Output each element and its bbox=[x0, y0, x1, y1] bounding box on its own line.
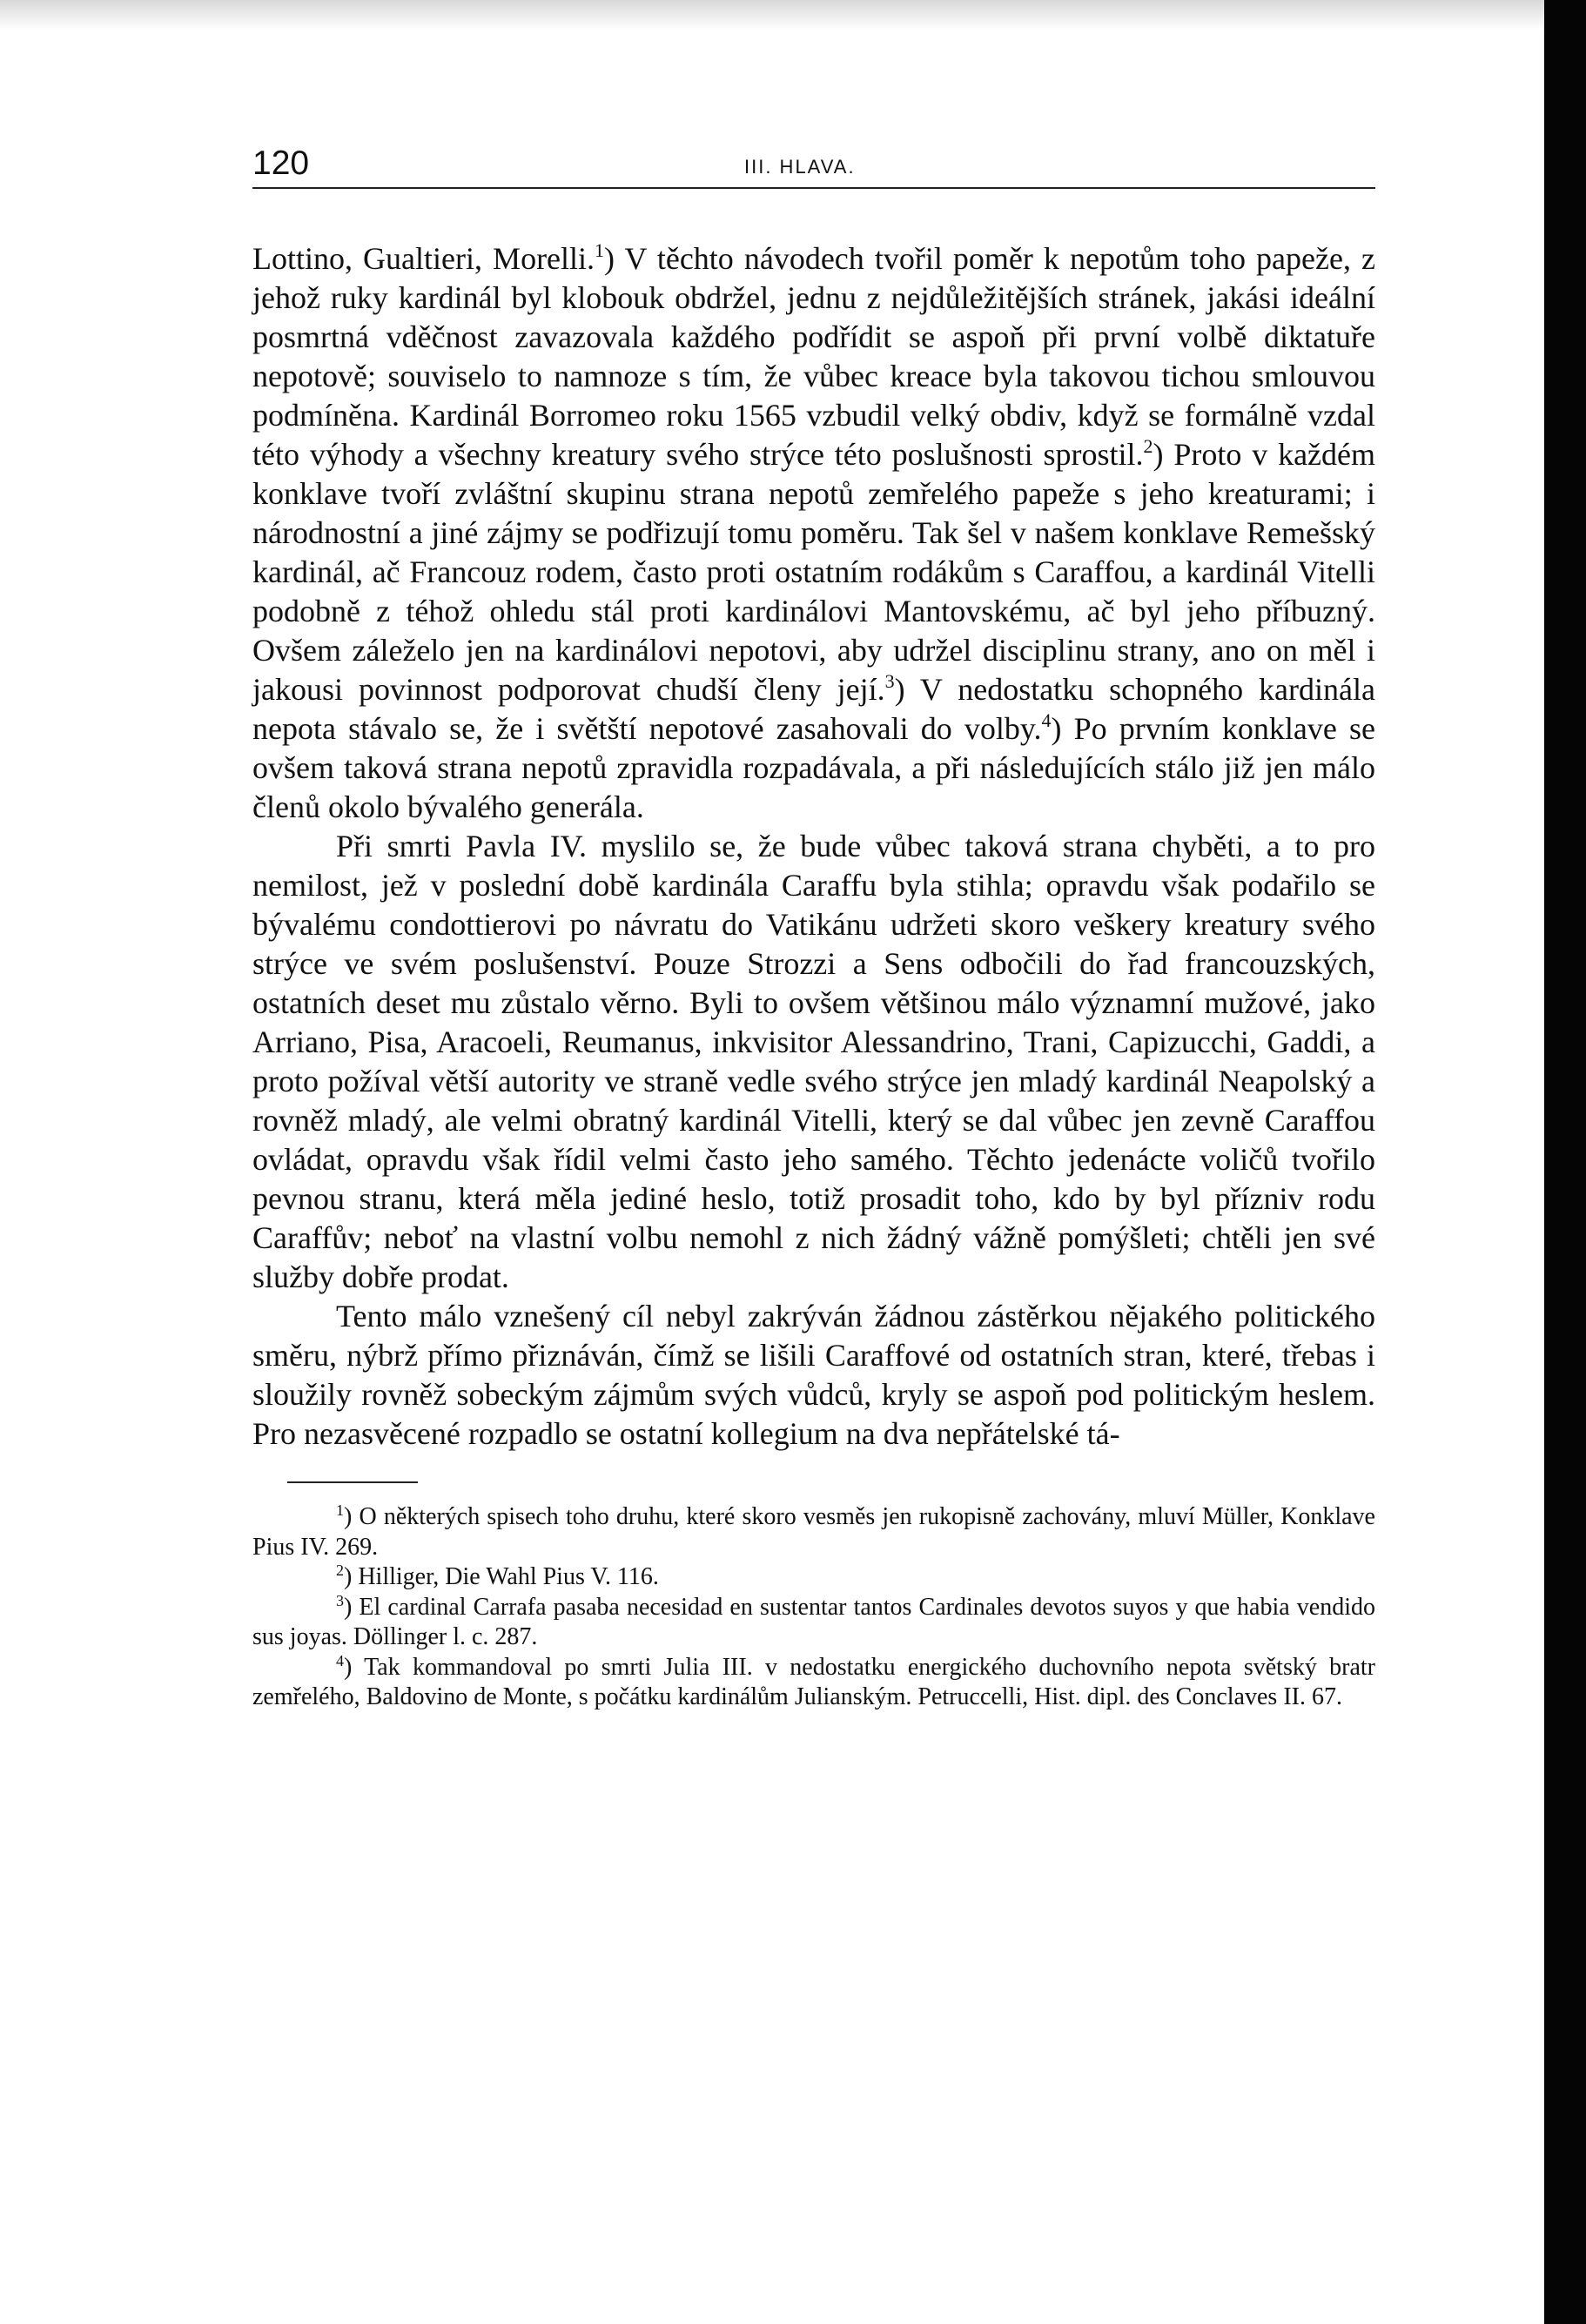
footnote-marker: 4 bbox=[336, 1651, 344, 1669]
footnote-divider bbox=[287, 1481, 418, 1483]
footnote-text: ) O některých spisech toho druhu, které skoro vesměs jen rukopisně zachovány, mluví Müller, Konklave Pius IV. 269. bbox=[252, 1503, 1375, 1561]
footnote-ref: 3 bbox=[884, 670, 895, 692]
page-number: 120 bbox=[252, 144, 310, 182]
paragraph-3: Tento málo vznešený cíl nebyl zakrýván žádnou zástěrkou nějakého politického směru, nýbrž přímo přiznáván, čímž se lišili Caraffové od ostatních stran, které, třebas i sloužily rovněž sobeckým zájmům svých vůdců, kryly se aspoň pod politickým heslem. Pro nezasvěcené rozpadlo se ostatní kollegium na dva nepřátelské tá- bbox=[252, 1299, 1375, 1451]
footnote-text: ) Hilliger, Die Wahl Pius V. 116. bbox=[344, 1563, 659, 1590]
footnote-2 bbox=[252, 1562, 1375, 1593]
paragraph-text: ) V nedostatku schopného kardinála nepota stávalo se, že i světští nepotové zasahovali do volby. bbox=[252, 672, 1375, 746]
paragraph-text: ) Proto v každém konklave tvoří zvláštní skupinu strana nepotů zemřelého papeže s jeho kreaturami; i národnostní a jiné zájmy se podřizují tomu poměru. Tak šel v našem konklave Remešský kardinál, ač Francouz rodem, často proti ostatním rodákům s Caraffou, a kardinál Vitelli podobně z téhož ohledu stál proti kardinálovi Mantovskému, ač byl jeho příbuzný. Ovšem záleželo jen na kardinálovi nepotovi, aby udržel disciplinu strany, ano on měl i jakousi povinnost podporovat chudší členy její. bbox=[252, 437, 1376, 707]
main-text bbox=[252, 239, 1375, 1454]
footnote-3 bbox=[252, 1593, 1375, 1653]
running-header bbox=[252, 144, 1375, 189]
footnote-ref: 2 bbox=[1143, 435, 1153, 457]
footnotes bbox=[252, 1502, 1375, 1713]
paragraph-1 bbox=[252, 239, 1375, 827]
book-page bbox=[252, 144, 1375, 1713]
footnote-marker: 2 bbox=[336, 1562, 344, 1579]
paragraph-text: Lottino, Gualtieri, Morelli. bbox=[252, 241, 595, 276]
chapter-title: III. HLAVA. bbox=[744, 156, 856, 178]
footnote-ref: 4 bbox=[1041, 709, 1052, 731]
footnote-text: ) Tak kommandoval po smrti Julia III. v nedostatku energického duchovního nepota světský bratr zemřelého, Baldovino de Monte, s počátku kardinálům Julianským. Petruccelli, Hist. dipl. des Conclaves II. 67. bbox=[252, 1653, 1375, 1710]
paragraph-text: ) V těchto návodech tvořil poměr k nepotům toho papeže, z jehož ruky kardinál byl klobouk obdržel, jednu z nejdůležitějších stránek, jakási ideální posmrtná vděčnost zavazovala každého podřídit se aspoň při první volbě diktatuře nepotově; souviselo to namnoze s tím, že vůbec kreace byla takovou tichou smlouvou podmíněna. Kardinál Borromeo roku 1565 vzbudil velký obdiv, když se formálně vzdal této výhody a všechny kreatury svého strýce této poslušnosti sprostil. bbox=[252, 241, 1376, 472]
footnote-marker: 1 bbox=[336, 1501, 344, 1519]
paragraph-2: Při smrti Pavla IV. myslilo se, že bude vůbec taková strana chyběti, a to pro nemilost, jež v poslední době kardinála Caraffu byla stihla; opravdu však podařilo se bývalému condottierovi po návratu do Vatikánu udržeti skoro veškery kreatury svého strýce ve svém poslušenství. Pouze Strozzi a Sens odbočili do řad francouzských, ostatních deset mu zůstalo věrno. Byli to ovšem většinou málo významní mužové, jako Arriano, Pisa, Aracoeli, Reumanus, inkvisitor Alessandrino, Trani, Capizucchi, Gaddi, a proto požíval větší autority ve straně vedle svého strýce jen mladý kardinál Neapolský a rovněž mladý, ale velmi obratný kardinál Vitelli, který se dal vůbec jen zevně Caraffou ovládat, opravdu však řídil velmi často jeho samého. Těchto jedenácte voličů tvořilo pevnou stranu, která měla jediné heslo, totiž prosadit toho, kdo by byl přízniv rodu Caraffův; neboť na vlastní volbu nemohl z nich žádný vážně pomýšleti; chtěli jen své služby dobře prodat. bbox=[252, 829, 1375, 1294]
footnote-marker: 3 bbox=[336, 1591, 344, 1609]
scan-right-border bbox=[1544, 0, 1586, 2324]
scan-top-shadow bbox=[0, 0, 1586, 30]
paragraph-text: ) Po prvním konklave se ovšem taková strana nepotů zpravidla rozpadávala, a při následujících stálo již jen málo členů okolo bývalého generála. bbox=[252, 711, 1375, 824]
footnote-4 bbox=[252, 1653, 1375, 1713]
footnote-1 bbox=[252, 1502, 1375, 1562]
footnote-ref: 1 bbox=[595, 239, 605, 261]
footnote-text: ) El cardinal Carrafa pasaba necesidad en sustentar tantos Cardinales devotos suyos y que habia vendido sus joyas. Döllinger l. c. 287. bbox=[252, 1593, 1375, 1650]
